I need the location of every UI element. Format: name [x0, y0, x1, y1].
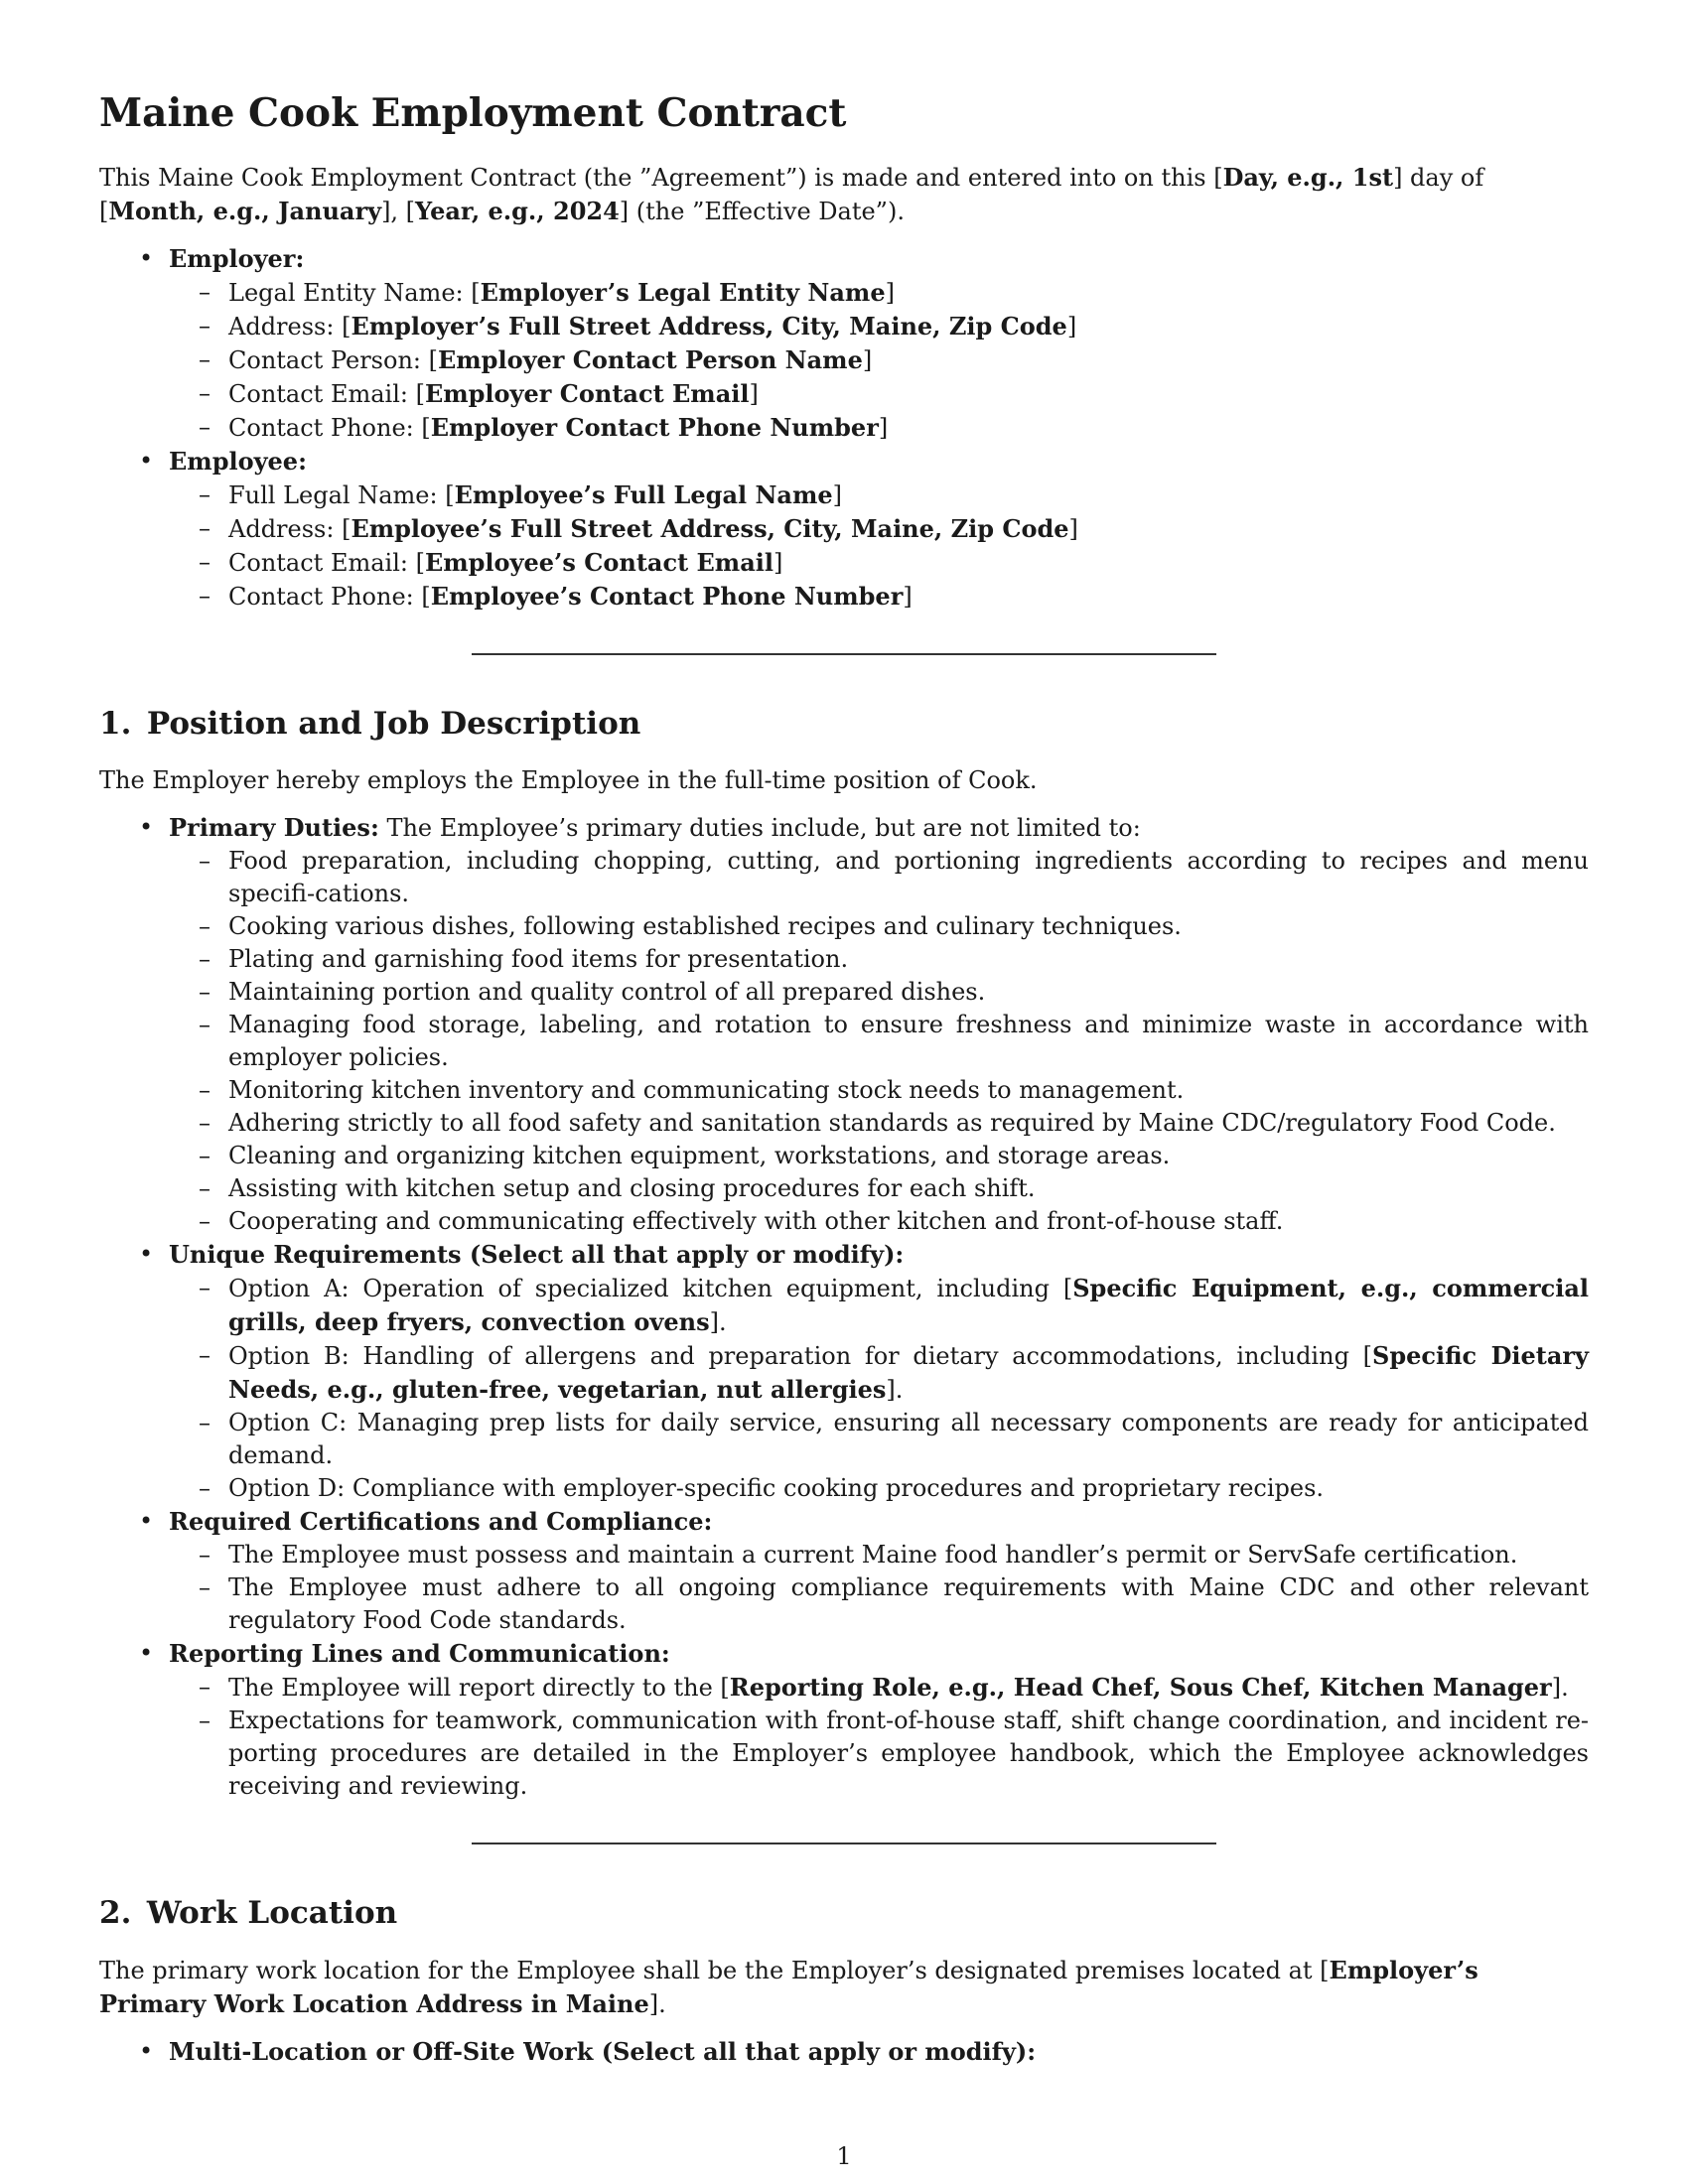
day-placeholder: Day, e.g., 1st: [1222, 163, 1394, 192]
certification-item: – The Employee must possess and maintain a current Maine food handler’s permit or ServSafe certification.: [228, 1539, 1589, 1571]
employer-detail: – Contact Phone: [Employer Contact Phone Number]: [228, 411, 1589, 445]
employee-details: [169, 478, 1589, 614]
duty-item: – Plating and garnishing food items for presentation.: [228, 943, 1589, 976]
duty-item: – Cooperating and communicating effectively with other kitchen and front-of-house staff.: [228, 1205, 1589, 1238]
option-item: – Option B: Handling of allergens and preparation for dietary accommodations, including [Specific Dietary Needs, e.g., gluten-free, vegetarian, nut allergies].: [228, 1339, 1589, 1407]
employee-label: Employee:: [169, 447, 307, 476]
duty-item: – Assisting with kitchen setup and closing procedures for each shift.: [228, 1172, 1589, 1205]
reporting-item: [169, 1637, 1589, 1803]
duty-item: – Food preparation, including chopping, cutting, and portioning ingredients according to recipes and menu specifi-cations.: [228, 845, 1589, 910]
section1-list: [99, 811, 1589, 1803]
employee-detail: – Full Legal Name: [Employee’s Full Legal Name]: [228, 478, 1589, 512]
section2-list: [99, 2035, 1589, 2069]
duty-item: – Cleaning and organizing kitchen equipment, workstations, and storage areas.: [228, 1140, 1589, 1172]
primary-duties-item: [169, 811, 1589, 1238]
employee-detail: – Address: [Employee’s Full Street Address, City, Maine, Zip Code]: [228, 512, 1589, 546]
section-heading: 2. Work Location: [99, 1895, 398, 1931]
employee-item: [169, 445, 1589, 614]
work-location-paragraph: The primary work location for the Employee shall be the Employer’s designated premises located at [Employer’s Primary Work Location Address in Maine].: [99, 1956, 1478, 2018]
intro-text: ] (the ”Effective Date”).: [619, 198, 905, 225]
duties-list: [169, 845, 1589, 1238]
employee-detail: – Contact Phone: [Employee’s Contact Phone Number]: [228, 580, 1589, 614]
option-item: – Option C: Managing prep lists for daily service, ensuring all necessary components are ready for anticipated demand.: [228, 1407, 1589, 1472]
intro-paragraph: [99, 161, 1589, 228]
option-item: – Option A: Operation of specialized kitchen equipment, including [Specific Equipment, e.g., commercial grills, deep fryers, convection ovens].: [228, 1272, 1589, 1339]
employer-item: [169, 242, 1589, 445]
document-title: Maine Cook Employment Contract: [99, 90, 847, 136]
employer-detail: – Contact Email: [Employer Contact Email]: [228, 377, 1589, 411]
duty-item: – Cooking various dishes, following established recipes and culinary techniques.: [228, 910, 1589, 943]
duty-item: – Adhering strictly to all food safety and sanitation standards as required by Maine CDC/regulatory Food Code.: [228, 1107, 1589, 1140]
duty-item: – Maintaining portion and quality control of all prepared dishes.: [228, 976, 1589, 1009]
option-item: – Option D: Compliance with employer-specific cooking procedures and proprietary recipes.: [228, 1472, 1589, 1505]
intro-text: This Maine Cook Employment Contract (the ”Agreement”) is made and entered into on this [: [99, 164, 1223, 192]
parties-list: [99, 242, 1589, 614]
primary-duties-text: The Employee’s primary duties include, but are not limited to:: [378, 814, 1141, 842]
reporting-detail: – Expectations for teamwork, communication with front-of-house staff, shift change coordination, and incident re-porting procedures are detailed in the Employer’s employee handbook, which the Employee acknowledges receiving and reviewing.: [228, 1705, 1589, 1803]
document-page: [99, 87, 1589, 2069]
year-placeholder: Year, e.g., 2024: [415, 197, 620, 225]
unique-requirements-label: Unique Requirements (Select all that apply or modify):: [169, 1240, 905, 1269]
reporting-list: [169, 1671, 1589, 1803]
section-divider: [472, 1843, 1216, 1844]
section-heading: 1. Position and Job Description: [99, 706, 641, 742]
certifications-item: [169, 1505, 1589, 1637]
certification-item: – The Employee must adhere to all ongoing compliance requirements with Maine CDC and other relevant regulatory Food Code standards.: [228, 1571, 1589, 1637]
certifications-list: [169, 1539, 1589, 1637]
reporting-detail: – The Employee will report directly to the [Reporting Role, e.g., Head Chef, Sous Chef, Kitchen Manager].: [228, 1671, 1589, 1705]
intro-text: ] day of [: [99, 164, 1484, 225]
employer-detail: – Legal Entity Name: [Employer’s Legal Entity Name]: [228, 276, 1589, 310]
unique-requirements-item: [169, 1238, 1589, 1505]
employee-detail: – Contact Email: [Employee’s Contact Email]: [228, 546, 1589, 580]
employer-details: [169, 276, 1589, 445]
section-intro: The Employer hereby employs the Employee in the full-time position of Cook.: [99, 766, 1038, 794]
page-number: 1: [836, 2142, 852, 2170]
employer-detail: – Address: [Employer’s Full Street Address, City, Maine, Zip Code]: [228, 310, 1589, 343]
month-placeholder: Month, e.g., January: [108, 197, 382, 225]
employer-label: Employer:: [169, 244, 305, 273]
section-divider: [472, 653, 1216, 655]
primary-duties-label: Primary Duties:: [169, 813, 379, 842]
certifications-label: Required Certifications and Compliance:: [169, 1507, 713, 1536]
duty-item: – Monitoring kitchen inventory and communicating stock needs to management.: [228, 1074, 1589, 1107]
employer-detail: – Contact Person: [Employer Contact Person Name]: [228, 343, 1589, 377]
multi-location-item: [169, 2035, 1589, 2069]
intro-text: ], [: [381, 198, 416, 225]
options-list: [169, 1272, 1589, 1505]
reporting-label: Reporting Lines and Communication:: [169, 1639, 670, 1668]
multi-location-label: Multi-Location or Off-Site Work (Select all that apply or modify):: [169, 2037, 1037, 2066]
duty-item: – Managing food storage, labeling, and rotation to ensure freshness and minimize waste in accordance with employer policies.: [228, 1009, 1589, 1074]
